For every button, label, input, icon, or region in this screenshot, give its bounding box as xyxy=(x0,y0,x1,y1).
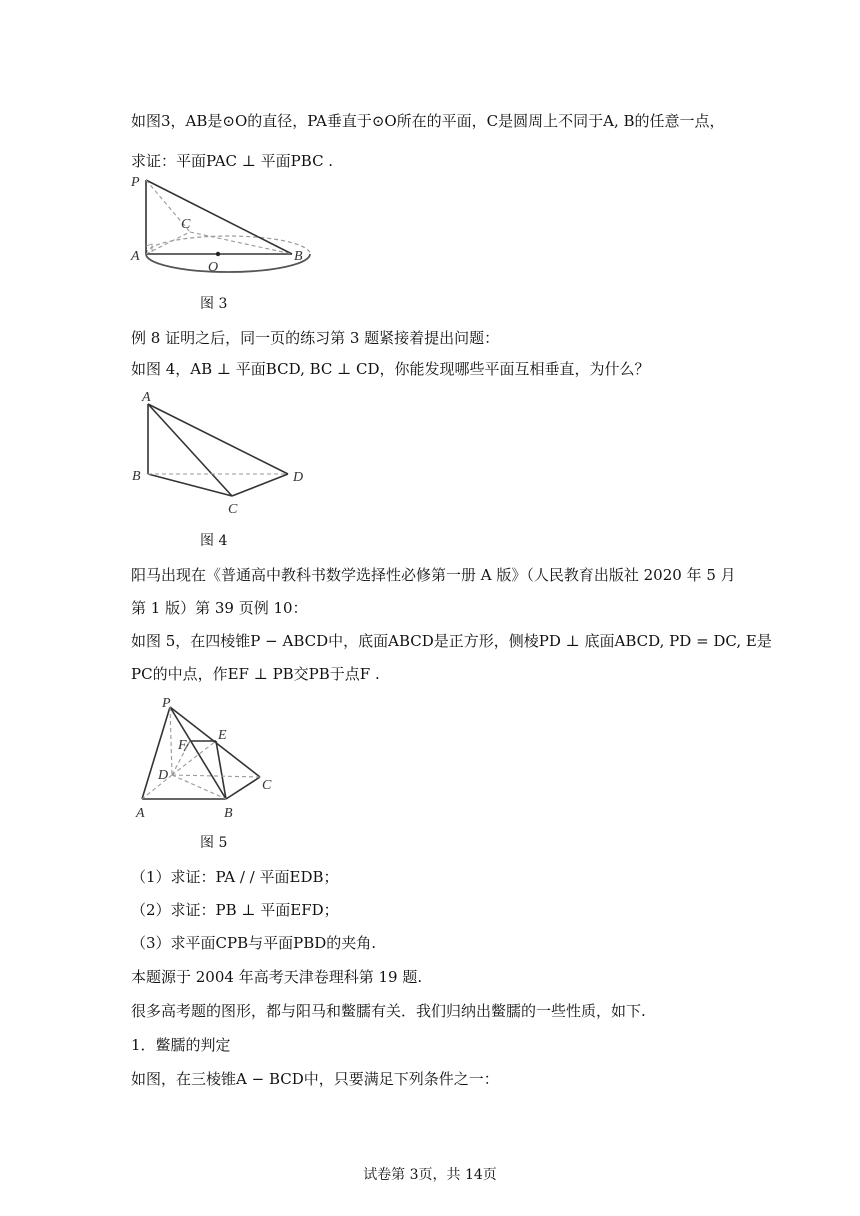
figure-3-caption: 图 3 xyxy=(200,296,228,312)
fig3-label-p: P xyxy=(131,175,140,190)
fig3-label-b: B xyxy=(294,249,303,264)
fig4-label-c: C xyxy=(228,502,238,517)
fig5-label-e: E xyxy=(218,728,227,743)
fig3-label-a: A xyxy=(131,249,140,264)
page-footer: 试卷第 3页，共 14页 xyxy=(363,1167,497,1183)
question-2: （2）求证：PB ⊥ 平面EFD； xyxy=(131,901,339,919)
fig5-label-c: C xyxy=(262,778,272,793)
section-heading-bienao: 1．鳖臑的判定 xyxy=(131,1036,231,1054)
fig3-label-o: O xyxy=(208,260,219,275)
paragraph-source-note: 本题源于 2004 年高考天津卷理科第 19 题. xyxy=(131,968,423,986)
paragraph-yangma-source: 阳马出现在《普通高中教科书数学选择性必修第一册 A 版》（人民教育出版社 2020 年 5 月 xyxy=(131,566,736,584)
paragraph-example8: 例 8 证明之后，同一页的练习第 3 题紧接着提出问题： xyxy=(131,329,500,347)
paragraph-summary: 很多高考题的图形，都与阳马和鳖臑有关．我们归纳出鳖臑的一些性质，如下. xyxy=(131,1002,646,1020)
paragraph-figure5-problem-cont: PC的中点，作EF ⊥ PB交PB于点F . xyxy=(131,665,380,683)
figure-4-caption: 图 4 xyxy=(200,533,228,549)
fig4-label-a: A xyxy=(142,390,151,405)
fig5-label-b: B xyxy=(224,806,233,821)
paragraph-yangma-source-cont: 第 1 版）第 39 页例 10： xyxy=(131,599,308,617)
fig5-label-a: A xyxy=(136,806,145,821)
question-3: （3）求平面CPB与平面PBD的夹角. xyxy=(131,934,377,952)
paragraph-figure4-question: 如图 4，AB ⊥ 平面BCD, BC ⊥ CD，你能发现哪些平面互相垂直，为什么？ xyxy=(131,360,650,378)
paragraph-prove-perpendicular: 求证：平面PAC ⊥ 平面PBC . xyxy=(131,152,334,170)
fig5-label-f: F xyxy=(178,738,187,753)
figure-3-diagram xyxy=(128,172,318,277)
fig3-label-c: C xyxy=(181,217,191,232)
fig5-label-d: D xyxy=(158,768,169,783)
figure-5-diagram xyxy=(128,693,288,823)
figure-4-diagram xyxy=(128,388,318,518)
figure-5-caption: 图 5 xyxy=(200,835,228,851)
fig4-label-d: D xyxy=(293,470,304,485)
fig5-label-p: P xyxy=(162,696,171,711)
paragraph-figure5-problem: 如图 5，在四棱锥P − ABCD中，底面ABCD是正方形，侧棱PD ⊥ 底面ABCD, PD = DC, E是 xyxy=(131,632,772,650)
paragraph-conditions: 如图，在三棱锥A − BCD中，只要满足下列条件之一： xyxy=(131,1070,499,1088)
question-1: （1）求证：PA / / 平面EDB； xyxy=(131,868,339,886)
fig4-label-b: B xyxy=(132,469,141,484)
paragraph-figure3-intro: 如图3，AB是⊙O的直径，PA垂直于⊙O所在的平面，C是圆周上不同于A, B的任意一点， xyxy=(131,112,725,130)
